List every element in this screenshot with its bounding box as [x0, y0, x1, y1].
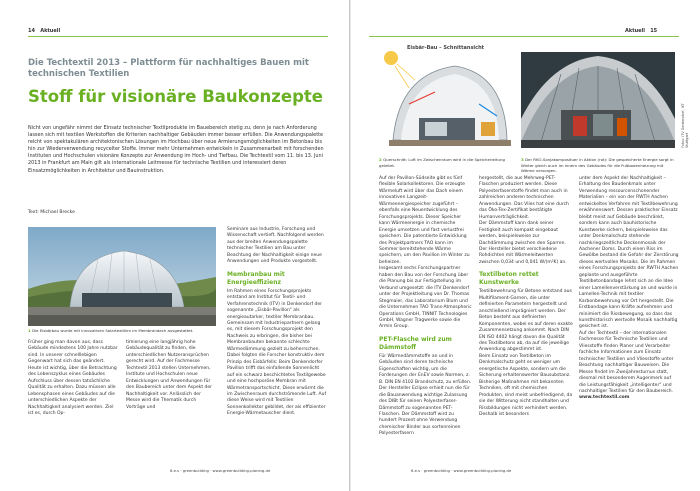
right-header [625, 28, 657, 34]
left-header-rule [28, 36, 328, 37]
right-page [351, 0, 700, 491]
pavilion-photo [28, 227, 216, 326]
photo-caption-3 [521, 157, 675, 174]
article-lead: Nicht von ungefähr nimmt der Einsatz technischer Textilprodukte im Bauebereich stetig zu, denn je nach Anforderung lassen sich mit textilen Werkstoffen die Kriterien nachhaltiger Gebäuden immer besser erfüllen. Die Anwendungspalette reicht von spektakulären architektonischen Lösungen im Hochbau über neue Armierungsmöglichkeiten im Betonbau bis hin zur Wiederverwendung recycelter Stoffe. Immer mehr Unternehmen entwickeln in Zusammenarbeit mit forschenden Instituten und Hochschulen visionäre Konzepte zur Anwendung im Hoch- und Tiefbau. Die Techtextil vom 11. bis 13. Juni 2013 in Frankfurt am Main gilt als internationale Leitmesse für technische Textilien und interessiert deren Einsatzmöglichkeiten in Architektur und Bauinstruktion. [28, 125, 324, 174]
techtextil-paragraph: Auf der Techtextil – der internationalen Fachmesse für Technische Textilien und Vliesstoffe finden Planer und Verarbeiter fachliche Informationen zum Einsatz technischer Textilien und Vliesstoffe unter Beachtung nachhaltiger Bauweisen. Die Messe findet im Zweijahresturnus statt, diesmal mit besonderem Augenmerk auf die Leistungsfähigkeit „intelligenter“ und nachhaltiger Textilien für den Baubereich. [579, 330, 674, 394]
caption-text-3: Der RKO-Sonjakomposituer in Aktion (rot): Die gespeicherte Energie sorgt in Winter gleich auch im Innern des Gebäudes für die Fußbodenheizung mit Wärme versorgen. [521, 157, 674, 173]
diagram-title: Eisbär-Bau – Schnittansicht [407, 45, 485, 51]
photo-caption-1 [28, 328, 218, 334]
pet-paragraph: Für Wärmedämmstoffe an und in Gebäuden sind deren technische Eigenschaften wichtig, um die Forderungen der EnEV sowie Normen, z. B. DIN EN 4102 Brandschutz, zu erfüllen. Der Hersteller Eclipse erhielt nun die für die Bauanwendung wichtige Zulassung des DIBt für seinen Polyesterfaser-Dämmstoff zu sogenannten PET-Flaschen. Der Dämmstoff wird zu hundert Prozent ohne Verwendung chemischer Binder aus sortenreinen Polyesterfasern [379, 353, 472, 437]
techtextil-link[interactable]: www.techtextil.com [579, 395, 630, 401]
article-title: Stoff für visionäre Baukonzepte [28, 87, 323, 106]
left-page [0, 0, 349, 491]
cross-section-illustration [379, 44, 513, 148]
cross-section-diagram [379, 44, 513, 148]
left-header [28, 28, 60, 34]
left-bottom-col-2: timierung eine langjährig hohe Gebäudequalität zu finden, die unterschiedlichen Nutzeransprüchen gerecht wird. Auf der Fachmesse Techtextil 2013 stellen Unternehmen, Institute und Hochschulen neue Entwicklungen und Anwendungen für den Baubereich unter dem Aspekt der Nachhaltigkeit vor. Anlässlich der Messe wird die Thematik durch Vorträge und [126, 340, 213, 410]
caption-number-2: 2 [379, 157, 384, 162]
left-bottom-col-1: Früher ging man davon aus, dass Gebäude mindestens 100 Jahre nutzbar sind. In unserer schnelllebigen Gegenwart hat sich das geändert. Heute ist wichtig, über die Betrachtung des Lebenszyklus eines Gebäudes Aufschluss über dessen tatsächliche Qualität zu erhalten. Dazu müssen alle Lebensphasen eines Gebäudes auf die unterschiedlichen Aspekte der Nachhaltigkeit analysiert werden. Ziel ist es, durch Op- [28, 340, 118, 416]
right-section-label: Aktuell [625, 28, 645, 34]
interior-illustration [521, 52, 675, 148]
pavilion-illustration [28, 227, 216, 326]
left-footer: 6.e.s · greenbuilding · www.greenbuilding-planing.de [170, 468, 271, 473]
pet-continued-paragraph: hergestellt, die aus Mehrweg-PET-Flaschen produziert werden. Diese Polyesterfaserstoffe findet man auch in zahlreichen anderen technischen Anwendungen. Das Vlies hat eine durch das Öko-Tex-Zertifikat bestätigte Humanverträglichkeit. [479, 176, 569, 220]
subheading-pet: PET-Flasche wird zum Dämmstoff [379, 335, 452, 351]
subheading-textilbeton: Textilbeton rettet Kunstwerke [479, 271, 539, 287]
daemmstoff-paragraph: Der Dämmstoff kann dank seiner Festigkeit auch kompakt eingebaut werden, beispielsweise zur Dachdämmung zwischen den Sparren. Der Hersteller bietet verschiedene Rohdichten mit Wärmeleitwerten zwischen 0,034 und 0,041 W/(m²K) an. [479, 221, 567, 265]
caption-number-1: 1 [28, 328, 33, 333]
right-header-rule [369, 36, 679, 37]
right-col-2 [479, 176, 573, 418]
interior-photo [521, 52, 675, 148]
pavillon-paragraph: Auf der Pavillon-Südseite gibt es fünf flexible Solarkollektoren. Die erzeugte Wärmeluft wird über das Dach einem innovativen Langzeit-Wärmeenergiespeicher zugeführt – ebenfalls eine Neuentwicklung des Forschungsprojekts. Dieser Speicher kann Wärmeenergie in chemische Energie umsetzen und fast verlustfrei speichern. Die patentierte Entwicklung des Projektpartners TAO kann im Sommer bereitstehende Wärme speichern, um den Pavillon im Winter zu beheizen. [379, 176, 470, 265]
denkmalschutz-paragraph: Beim Einsatz von Textilbeton im Denkmalschutz geht es weniger um energetische Aspekte, sondern um die Sicherung erhaltenswerter Bausubstanz. Bisherige Maßnahmen mit bekannten Techniken, oft mit chemischen Produkten, sind meist unbefriedigend, da sie der Witterung nicht standhalten und Rissbildungen nicht verhindert werden. Deshalb ist besonders [479, 353, 573, 417]
membranbau-paragraph: Im Rahmen eines Forschungsprojekts entstand am Institut für Textil- und Verfahrenstechnik (ITV) in Denkendorf der sogenannte „Eisbär-Pavillon“ als energieautarker, textiler Membranbau. Gemeinsam mit Industriepartnern gelang es, mit diesem Forschungsprojekt den Nachweis zu erbringen, die bisher bei Membranbauten bekannte schlechte Wärmedämmung gezielt zu beherrschen. Dabei folgten die Forscher konstruktiv dem Prinzip des Eisbärfells: Beim Denkendorfer Pavillon trifft das einfallende Sonnenlicht auf ein schwarz beschichtetes Textilgewebe und eine hochporöse Membran mit Wärmetransportschicht. Diese erwärmt die im Zwischenraum durchströmende Luft. Auf diese Weise wird mit Textilien Sonnenkollektor gebildet, der als effizienter Energie-Wärmetauscher dient. [227, 288, 327, 417]
rwth-paragraph: unter dem Aspekt der Nachhaltigkeit – Erhaltung des Baudenkmals unter Verwendung ressourcenschonender Materialien – ein von der RWTH Aachen entwickeltes Verfahren mit Textilbewehrung erwähnenswert. Dessen praktischer Einsatz bleibt meist auf Gebäude beschränkt, sondern kann auch bauhistorische Kunstwerke sichern, beispielsweise das unter Denkmalschutz stehende nachkriegszeitliche Deckenmosaik der Aachener Doms. Durch einen Riss im Gewölbe bestand die Gefahr der Zerstörung dieses wertvollen Mosaiks. Die im Rahmen eines Forschungsprojekts der RWTH Aachen geplante und ausgeführte Textilbetonbandage lehnt sich an die Idee einer Lamellenverstärkung an und wurde in Lamellen-Technik mit textiler Karbonbewehrung vor Ort hergestellt. Die Erstbandage kann Kräfte aufnehmen und minimiert die Rissbewegung, so dass das kunsthistorisch wertvolle Mosaik nachhaltig gesichert ist. [579, 176, 679, 330]
right-footer: 6.e.s · greenbuilding · www.greenbuilding-planing.de [411, 468, 512, 473]
photo-caption-2 [379, 157, 519, 168]
left-page-number: 14 [28, 28, 35, 34]
left-section-label: Aktuell [40, 28, 61, 34]
right-col-1 [379, 176, 473, 438]
article-kicker: Die Techtextil 2013 – Plattform für nachhaltiges Bauen mit technischen Textilien [28, 58, 309, 79]
textilbeton-paragraph: Textilbewehrung für Betone entstand aus Multifilament-Garnen, die unter definierten Parametern hergestellt und anschließend imprägniert werden. Der Beton besteht aus definierten Komponenten, wobei es auf deren exakte Zusammensetzung ankommt. Nach DIN EN ISO 4402 hängt davon die Qualität des Textilbetons ab, da auf die jeweilige Anwendung abgestimmt ist. [479, 289, 573, 353]
right-col-3 [579, 176, 679, 402]
right-page-number: 15 [650, 28, 658, 34]
intro-paragraph: Seminare aus Industrie, Forschung und Wissenschaft vertieft. Nachfolgend werden aus der breiten Anwendungspalette technischer Textilien am Bau unter Beachtung der Nachhaltigkeit einige neue Anwendungen und Produkte vorgestellt. [227, 227, 324, 265]
subheading-membranbau: Membranbau mit Energieeffizienz [227, 270, 285, 286]
partners-paragraph: Insgesamt sechs Forschungspartner haben den Bau von der Forschung über die Planung bis zur Fertigstellung im Verbund umgesetzt: die ITV Denkendorf unter der Projektleitung von Dr. Thomas Stegmaier, das Laboratorium Blum und die Unternehmen TAO Trans-Atmospheric Operations GmbH, TINNIT Technologies GmbH, Wagner Tragwerke sowie die Armin Group. [379, 266, 472, 330]
left-right-column [227, 227, 327, 418]
caption-text-2: Querschnitt: Luft im Zwischenraum wird in die Speicherleitung geleitet. [379, 157, 505, 168]
photo-credit: Fotos: ITV Denkendorf, IKT Stuttgart [681, 103, 689, 148]
article-author: Text: Michael Brecke [28, 210, 75, 215]
caption-text-1: Die Eisbärbau wurde mit innovativen Solartextilien im Membrandach ausgestattet. [32, 328, 194, 333]
caption-number-3: 3 [521, 157, 526, 162]
